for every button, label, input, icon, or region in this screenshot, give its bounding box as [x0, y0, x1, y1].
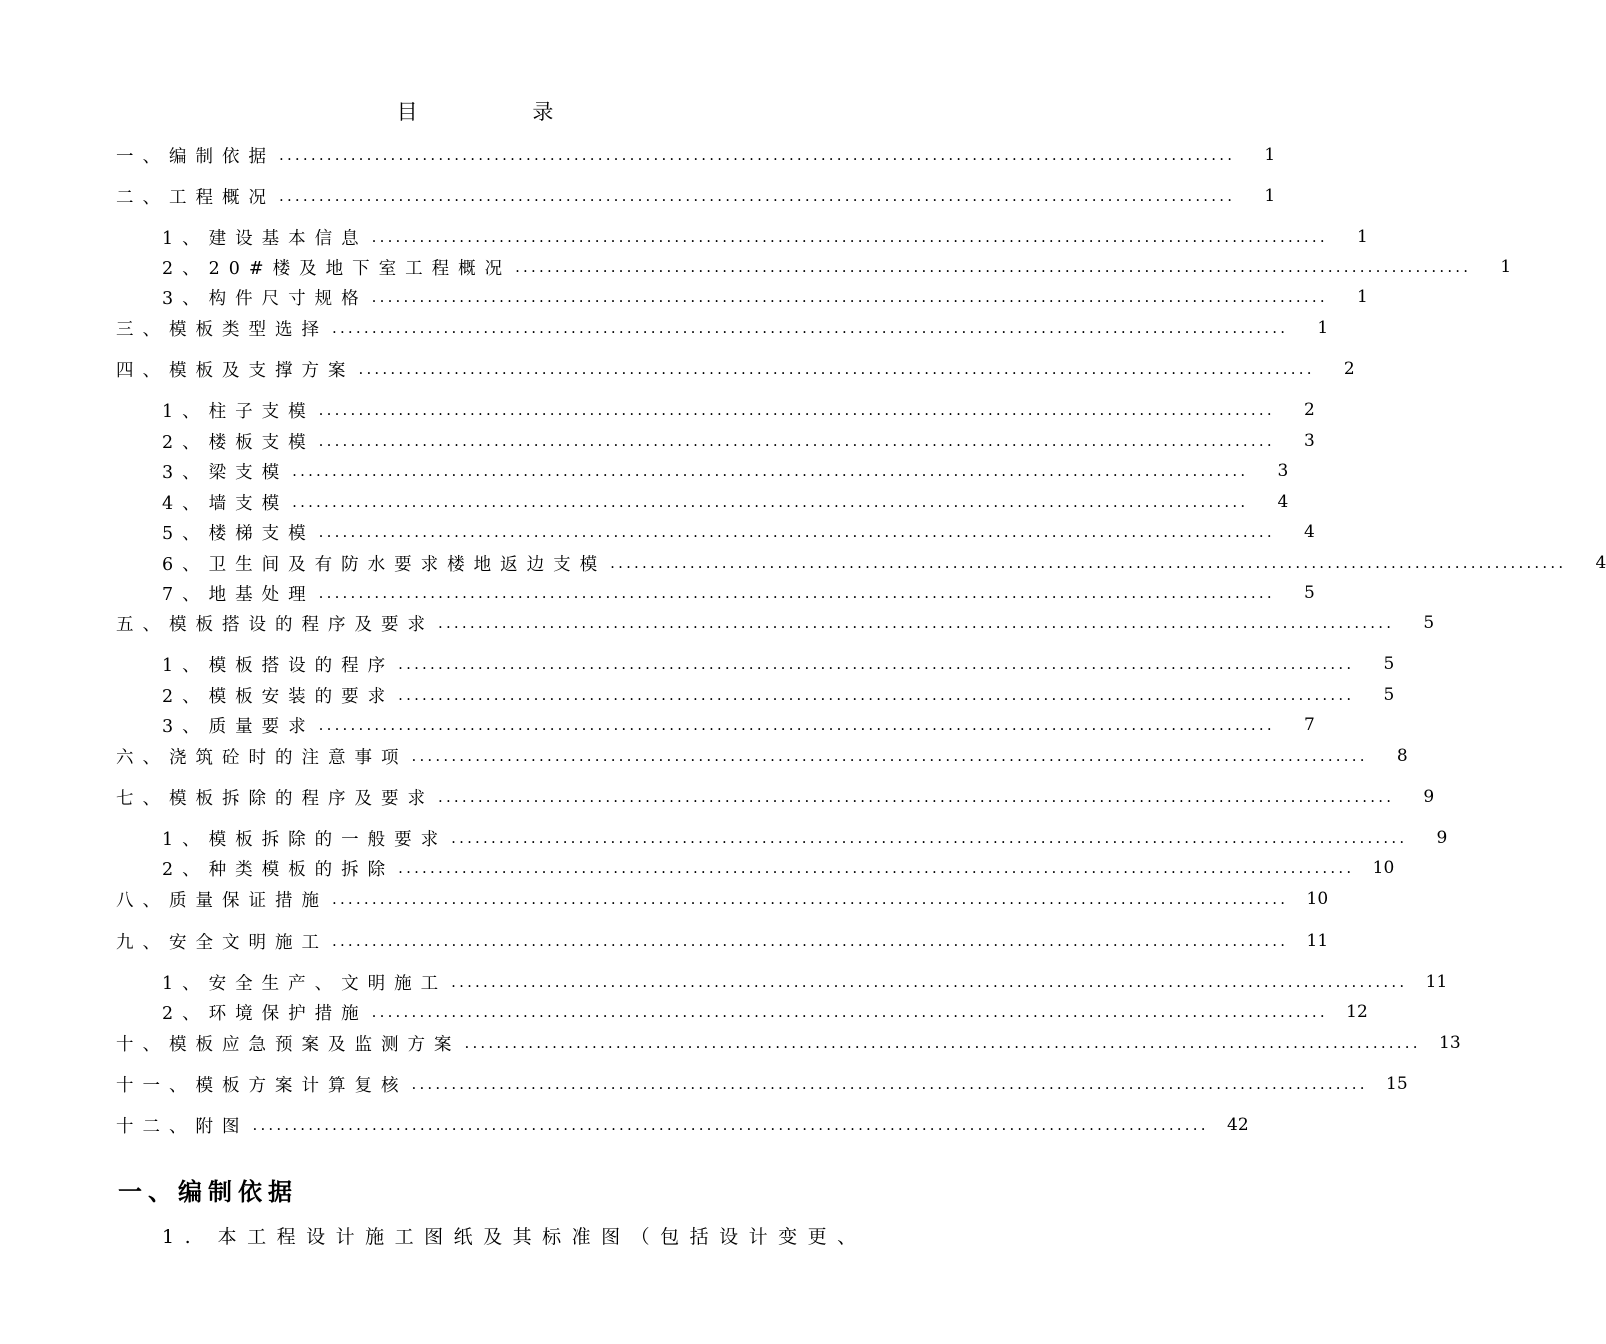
toc-leader-dots: ........................................................................................................................	[292, 462, 1249, 480]
toc-entry-page: 10	[1372, 858, 1395, 878]
toc-entry[interactable]	[162, 550, 1606, 576]
toc-entry-page: 5	[1383, 685, 1395, 705]
toc-leader-dots: ........................................................................................................................	[318, 716, 1275, 734]
toc-title: 目 录	[396, 100, 608, 124]
toc-entry-title: 5、楼梯支模	[162, 523, 315, 544]
toc-entry-page: 5	[1383, 654, 1395, 674]
toc-leader-dots: ........................................................................................................................	[332, 890, 1289, 908]
toc-entry-title: 1、模板搭设的程序	[162, 655, 395, 676]
toc-entry[interactable]	[162, 284, 1368, 310]
toc-entry-title: 1、建设基本信息	[162, 228, 368, 249]
toc-leader-dots: ........................................................................................................................	[411, 747, 1368, 765]
toc-entry-page: 1	[1356, 227, 1368, 247]
toc-leader-dots: ........................................................................................................................	[332, 932, 1289, 950]
toc-entry[interactable]	[116, 1112, 1249, 1138]
toc-entry-title: 六、浇筑砼时的注意事项	[116, 747, 408, 768]
toc-entry-page: 11	[1306, 931, 1329, 951]
toc-entry-title: 2、模板安装的要求	[162, 686, 395, 707]
toc-entry-page: 1	[1500, 257, 1512, 277]
toc-entry-title: 6、卫生间及有防水要求楼地返边支模	[162, 554, 607, 575]
toc-entry-page: 10	[1306, 889, 1329, 909]
toc-entry-title: 三、模板类型选择	[116, 319, 328, 340]
toc-entry[interactable]	[162, 580, 1315, 606]
toc-leader-dots: ........................................................................................................................	[318, 523, 1275, 541]
toc-entry[interactable]	[116, 886, 1329, 912]
toc-entry[interactable]	[162, 855, 1395, 881]
toc-entry[interactable]	[116, 928, 1329, 954]
toc-leader-dots: ........................................................................................................................	[464, 1034, 1421, 1052]
toc-entry-page: 4	[1277, 492, 1289, 512]
toc-entry-page: 4	[1595, 553, 1606, 573]
toc-entry-title: 八、质量保证措施	[116, 890, 328, 911]
toc-entry-page: 5	[1423, 613, 1435, 633]
toc-entry[interactable]	[116, 1071, 1408, 1097]
toc-leader-dots: ........................................................................................................................	[252, 1116, 1209, 1134]
section-heading: 一、编制依据	[118, 1178, 298, 1206]
toc-entry-title: 4、墙支模	[162, 493, 289, 514]
toc-entry[interactable]	[162, 969, 1448, 995]
toc-entry-title: 九、安全文明施工	[116, 932, 328, 953]
toc-entry[interactable]	[162, 999, 1368, 1025]
toc-entry[interactable]	[116, 183, 1276, 209]
toc-leader-dots: ........................................................................................................................	[515, 258, 1472, 276]
toc-entry-page: 4	[1303, 522, 1315, 542]
toc-leader-dots: ........................................................................................................................	[318, 584, 1275, 602]
toc-entry-title: 7、地基处理	[162, 584, 315, 605]
toc-entry-page: 13	[1439, 1033, 1461, 1053]
toc-leader-dots: ........................................................................................................................	[279, 146, 1236, 164]
toc-entry-title: 1、模板拆除的一般要求	[162, 829, 448, 850]
toc-leader-dots: ........................................................................................................................	[398, 686, 1355, 704]
toc-entry-title: 一、编制依据	[116, 146, 275, 167]
toc-entry[interactable]	[162, 254, 1512, 280]
toc-entry-page: 1	[1264, 186, 1276, 206]
toc-leader-dots: ........................................................................................................................	[292, 493, 1249, 511]
toc-leader-dots: ........................................................................................................................	[332, 319, 1289, 337]
toc-entry-page: 11	[1425, 972, 1448, 992]
toc-entry[interactable]	[162, 825, 1448, 851]
toc-leader-dots: ........................................................................................................................	[438, 788, 1395, 806]
toc-entry-title: 2、环境保护措施	[162, 1003, 368, 1024]
toc-entry-page: 5	[1303, 583, 1315, 603]
toc-leader-dots: ........................................................................................................................	[411, 1075, 1368, 1093]
toc-entry-title: 十二、附图	[116, 1116, 249, 1137]
toc-leader-dots: ........................................................................................................................	[279, 187, 1236, 205]
toc-entry[interactable]	[116, 784, 1435, 810]
toc-leader-dots: ........................................................................................................................	[451, 973, 1408, 991]
toc-leader-dots: ........................................................................................................................	[318, 432, 1275, 450]
toc-entry[interactable]	[116, 142, 1276, 168]
toc-entry[interactable]	[162, 489, 1289, 515]
toc-leader-dots: ........................................................................................................................	[398, 859, 1355, 877]
toc-leader-dots: ........................................................................................................................	[318, 401, 1275, 419]
toc-entry[interactable]	[116, 356, 1355, 382]
toc-entry-title: 十一、模板方案计算复核	[116, 1075, 408, 1096]
toc-entry[interactable]	[162, 397, 1315, 423]
toc-entry-title: 1、安全生产、文明施工	[162, 973, 448, 994]
toc-leader-dots: ........................................................................................................................	[371, 228, 1328, 246]
toc-entry[interactable]	[116, 743, 1408, 769]
toc-entry-title: 四、模板及支撑方案	[116, 360, 355, 381]
toc-leader-dots: ........................................................................................................................	[358, 360, 1315, 378]
toc-entry[interactable]	[162, 712, 1315, 738]
toc-entry-title: 3、构件尺寸规格	[162, 288, 368, 309]
toc-entry-page: 9	[1436, 828, 1448, 848]
toc-entry-page: 7	[1303, 715, 1315, 735]
toc-leader-dots: ........................................................................................................................	[398, 655, 1355, 673]
toc-entry-page: 1	[1264, 145, 1276, 165]
toc-entry-title: 2、种类模板的拆除	[162, 859, 395, 880]
toc-entry[interactable]	[162, 519, 1315, 545]
toc-leader-dots: ........................................................................................................................	[451, 829, 1408, 847]
toc-entry[interactable]	[116, 315, 1329, 341]
toc-entry-title: 2、楼板支模	[162, 432, 315, 453]
toc-entry-page: 1	[1317, 318, 1329, 338]
toc-leader-dots: ........................................................................................................................	[438, 614, 1395, 632]
toc-entry-page: 8	[1396, 746, 1408, 766]
toc-entry-page: 9	[1423, 787, 1435, 807]
toc-entry-title: 3、梁支模	[162, 462, 289, 483]
toc-entry[interactable]	[162, 682, 1395, 708]
toc-entry-page: 1	[1356, 287, 1368, 307]
toc-entry[interactable]	[116, 610, 1435, 636]
toc-entry-page: 2	[1343, 359, 1355, 379]
toc-entry-page: 2	[1303, 400, 1315, 420]
toc-entry-title: 2、20#楼及地下室工程概况	[162, 258, 512, 279]
toc-entry-page: 42	[1227, 1115, 1249, 1135]
toc-entry-title: 3、质量要求	[162, 716, 315, 737]
toc-entry-page: 15	[1386, 1074, 1408, 1094]
toc-entry[interactable]	[116, 1030, 1461, 1056]
toc-entry[interactable]	[162, 224, 1368, 250]
toc-entry[interactable]	[162, 458, 1289, 484]
toc-entry-title: 1、柱子支模	[162, 401, 315, 422]
toc-entry-page: 12	[1346, 1002, 1368, 1022]
toc-leader-dots: ........................................................................................................................	[371, 1003, 1328, 1021]
toc-entry-page: 3	[1277, 461, 1289, 481]
toc-leader-dots: ........................................................................................................................	[610, 554, 1567, 572]
toc-entry-title: 二、工程概况	[116, 187, 275, 208]
toc-entry[interactable]	[162, 651, 1395, 677]
toc-entry-title: 五、模板搭设的程序及要求	[116, 614, 434, 635]
toc-entry[interactable]	[162, 428, 1315, 454]
toc-entry-title: 七、模板拆除的程序及要求	[116, 788, 434, 809]
toc-leader-dots: ........................................................................................................................	[371, 288, 1328, 306]
toc-entry-page: 3	[1303, 431, 1315, 451]
body-paragraph: 1. 本工程设计施工图纸及其标准图（包括设计变更、	[162, 1226, 867, 1248]
toc-entry-title: 十、模板应急预案及监测方案	[116, 1034, 461, 1055]
